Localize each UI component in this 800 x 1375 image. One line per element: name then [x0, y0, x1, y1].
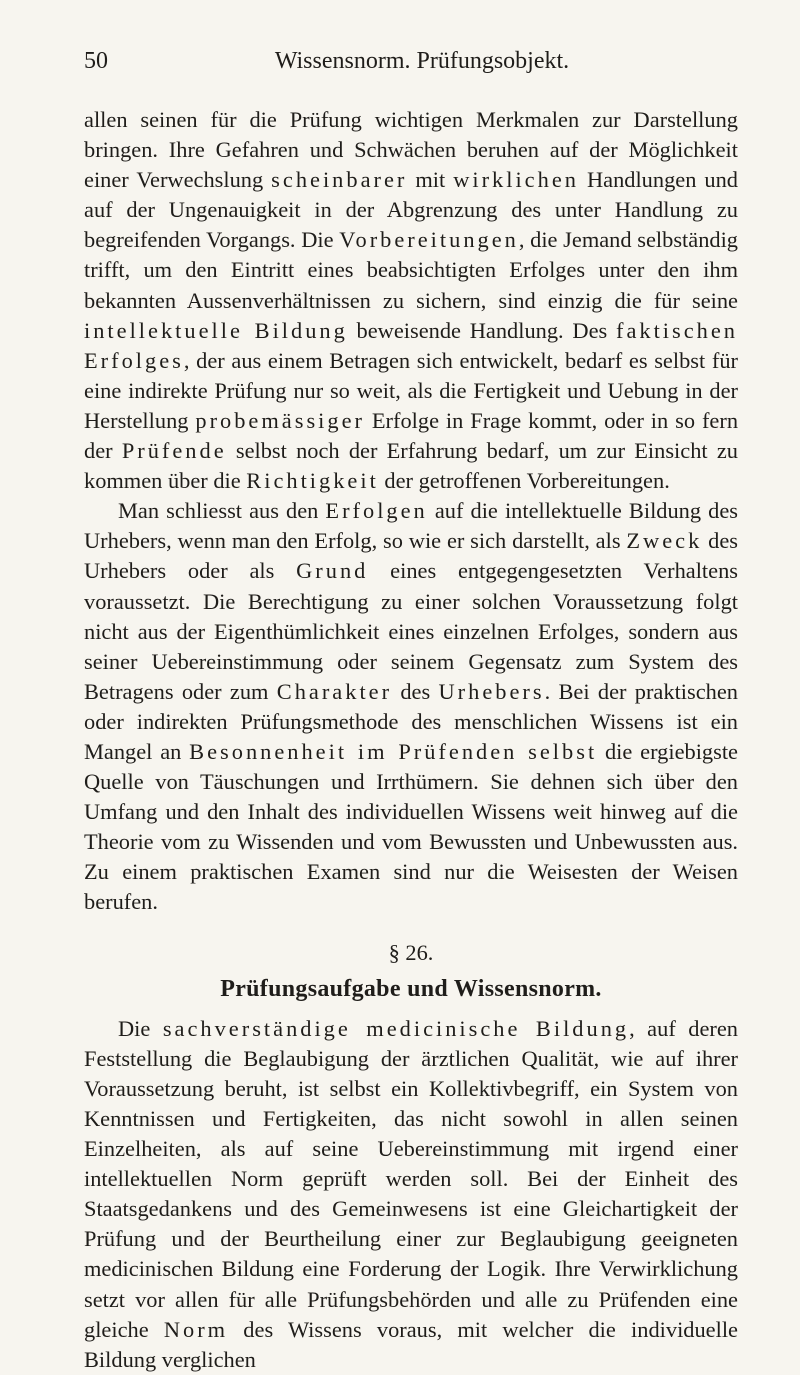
spaced-emphasis: faktischen Erfolges [84, 317, 738, 373]
spaced-emphasis: Vorbereitungen [339, 227, 519, 253]
spaced-emphasis: Richtigkeit [246, 468, 379, 494]
spaced-emphasis: Erfolgen [325, 498, 428, 524]
spaced-emphasis: Prüfende [121, 438, 227, 464]
paragraph [84, 496, 738, 917]
spaced-emphasis: intellektuelle Bildung [84, 317, 348, 343]
text-block-2 [84, 1014, 738, 1375]
page-header [84, 48, 740, 88]
spaced-emphasis: Zweck [626, 528, 703, 554]
text-run: Erfolge in Frage kommt, oder in so fern der [84, 407, 739, 464]
text-run: des Urhebers oder als [84, 528, 738, 584]
text-run: selbst noch der Erfahrung bedarf, um zur Einsicht zu kommen über die [84, 438, 738, 494]
text-run: des Wissens voraus, mit welcher die individuelle Bildung verglichen [84, 1316, 738, 1372]
spaced-emphasis: Norm [163, 1316, 229, 1342]
running-title: Wissensnorm. Prüfungsobjekt. [274, 48, 570, 74]
text-run: , auf deren Feststellung die Beglaubigung der ärztlichen Qualität, wie auf ihrer Voraussetzung beruht, ist selbst ein Kollektivbegriff, ein System von Kenntnissen und Fertigkeiten, das nicht sowohl in allen seinen Einzelheiten, als auf seine Uebereinstimmung mit irgend einer intellektuellen Norm geprüft werden soll. Bei der Einheit des Staatsgedankens und des Gemeinwesens ist eine Gleichartigkeit der Prüfung und der Beurtheilung einer zur Beglaubigung geeigneten medicinischen Bildung eine Forderung der Logik. Ihre Verwirklichung setzt vor allen für alle Prüfungsbehörden und alle zu Prüfenden eine gleiche [84, 1015, 738, 1342]
paragraph [84, 105, 738, 496]
text-run: der getroffenen Vorbereitungen. [378, 468, 670, 494]
text-run: Handlungen und auf der Ungenauigkeit in der Abgrenzung des unter Handlung zu begreifenden Vorgangs. Die [84, 167, 738, 253]
page-number: 50 [84, 48, 108, 74]
text-run: eines entgegengesetzten Verhaltens voraussetzt. Die Berechtigung zu einer solchen Voraussetzung folgt nicht aus der Eigenthümlichkeit eines einzelnen Erfolges, sondern aus seiner Uebereinstimmung oder seinem Gegensatz zum System des Betragens oder zum [84, 558, 738, 704]
spaced-emphasis: sachverständige medicinische Bildung [162, 1015, 630, 1041]
text-run: die ergiebigste Quelle von Täuschungen und Irrthümern. Sie dehnen sich über den Umfang und den Inhalt des individuellen Wissens weit hinweg auf die Theorie vom zu Wissenden und vom Bewussten und Unbewussten aus. Zu einem praktischen Examen sind nur die Weisesten der Weisen berufen. [84, 738, 738, 915]
text-run: beweisende Handlung. Des [347, 317, 616, 343]
spaced-emphasis: Besonnenheit im Prüfenden selbst [189, 738, 598, 764]
spaced-emphasis: Grund [296, 558, 369, 584]
text-run: allen seinen für die Prüfung wichtigen Merkmalen zur Darstellung bringen. Ihre Gefahren und Schwächen beruhen auf der Möglichkeit einer Verwechslung [84, 107, 738, 193]
paragraph [84, 1014, 738, 1375]
text-run: Die [118, 1015, 163, 1041]
text-run: Man schliesst aus den [118, 498, 326, 524]
text-block-1 [84, 105, 738, 918]
spaced-emphasis: probemässiger [195, 407, 365, 433]
spaced-emphasis: scheinbarer [271, 167, 408, 193]
section-number: § 26. [388, 939, 434, 965]
spaced-emphasis: Charakter [276, 678, 393, 704]
text-run: des [392, 678, 439, 704]
spaced-emphasis: Urhebers [438, 678, 545, 704]
text-run: mit [407, 167, 454, 193]
section-title: Prüfungsaufgabe und Wissensnorm. [220, 975, 602, 1002]
text-run: . Bei der praktischen oder indirekten Prüfungsmethode des menschlichen Wissens ist ein Mangel an [84, 678, 738, 764]
body-text [84, 105, 738, 1375]
text-run: auf die intellektuelle Bildung des Urhebers, wenn man den Erfolg, so wie er sich darstellt, als [84, 498, 738, 554]
spaced-emphasis: wirklichen [453, 167, 579, 193]
text-run: , die Jemand selbständig trifft, um den Eintritt eines beabsichtigten Erfolges unter den ihm bekannten Aussenverhältnissen zu sichern, sind einzig die für seine [84, 227, 738, 313]
text-run: , der aus einem Betragen sich entwickelt, bedarf es selbst für eine indirekte Prüfung nur so weit, als die Fertigkeit und Uebung in der Herstellung [84, 347, 738, 433]
